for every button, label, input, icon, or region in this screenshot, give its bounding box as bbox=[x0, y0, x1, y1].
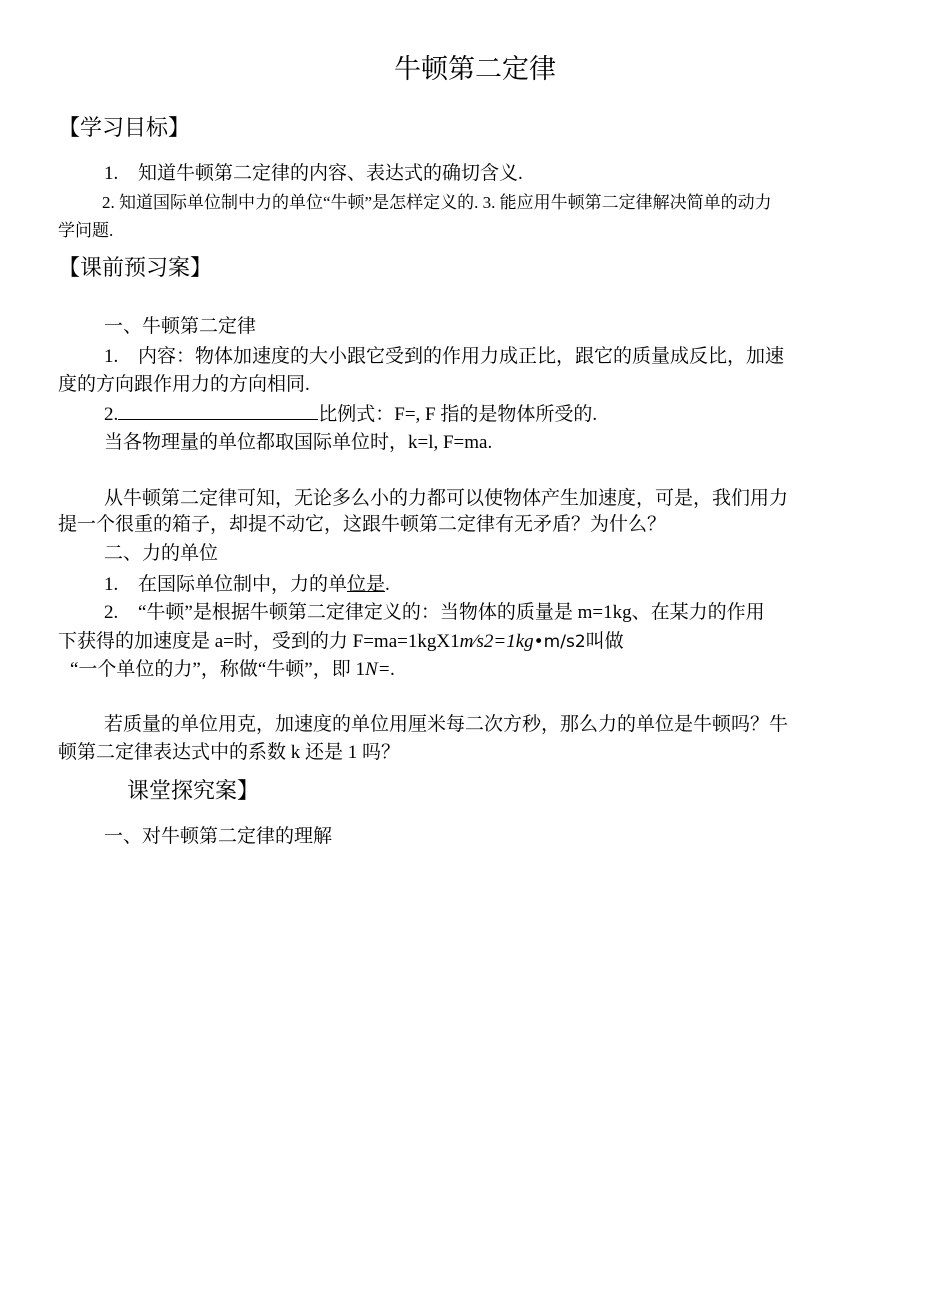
goal-item-1 bbox=[104, 161, 523, 187]
goal-item-2-line-2: 学问题. bbox=[58, 221, 114, 240]
preview-part-1-title: 一、牛顿第二定律 bbox=[104, 315, 257, 337]
unit-item-1-number: 1. bbox=[104, 574, 119, 595]
preview-item-2-text: 比例式：F=, F 指的是物体所受的. bbox=[318, 404, 598, 425]
preview-item-1-number: 1. bbox=[104, 346, 119, 367]
formula-text-b: m∕s2=1kg bbox=[459, 631, 534, 652]
unit-item-2-line-1 bbox=[104, 600, 765, 626]
question-2-line-1: 若质量的单位用克，加速度的单位用厘米每二次方秒，那么力的单位是牛顿吗？牛 bbox=[104, 714, 789, 735]
page-title: 牛顿第二定律 bbox=[394, 54, 556, 85]
newton-definition-text: “一个单位的力”，称做“牛顿”，即 1 bbox=[70, 659, 365, 680]
fill-in-blank bbox=[118, 401, 318, 420]
goal-item-1-number: 1. bbox=[104, 163, 119, 184]
question-1-line-1: 从牛顿第二定律可知，无论多么小的力都可以使物体产生加速度，可是，我们用力 bbox=[104, 488, 789, 509]
preview-part-2-title: 二、力的单位 bbox=[104, 542, 219, 564]
unit-item-2-line-3 bbox=[70, 657, 395, 683]
unit-item-1 bbox=[104, 572, 390, 598]
unit-item-1-underlined: 位是 bbox=[347, 574, 386, 595]
unit-item-1-text: 在国际单位制中，力的单 bbox=[138, 574, 348, 595]
unit-item-2-number: 2. bbox=[104, 602, 119, 623]
preview-item-1-line-1 bbox=[104, 344, 784, 370]
formula-text-c: •m/s2 bbox=[533, 632, 586, 652]
question-1-line-2: 提一个很重的箱子，却提不动它，这跟牛顿第二定律有无矛盾？为什么？ bbox=[58, 514, 667, 535]
section-heading-goals: 【学习目标】 bbox=[58, 116, 191, 141]
explore-part-1-title: 一、对牛顿第二定律的理解 bbox=[104, 825, 333, 847]
goal-item-1-text: 知道牛顿第二定律的内容、表达式的确切含义. bbox=[138, 163, 523, 184]
preview-item-1-text: 内容：物体加速度的大小跟它受到的作用力成正比，跟它的质量成反比，加速 bbox=[138, 346, 785, 367]
section-heading-preview: 【课前预习案】 bbox=[58, 256, 213, 281]
unit-item-2-text: “牛顿”是根据牛顿第二定律定义的：当物体的质量是 m=1kg、在某力的作用 bbox=[138, 602, 765, 623]
unit-item-1-end: . bbox=[385, 574, 390, 595]
preview-item-2-number: 2. bbox=[104, 404, 119, 425]
preview-item-1-line-2: 度的方向跟作用力的方向相同. bbox=[58, 374, 310, 395]
preview-item-3: 当各物理量的单位都取国际单位时，k=l, F=ma. bbox=[104, 432, 493, 453]
unit-item-2-line-2 bbox=[58, 629, 624, 655]
formula-text-d: 叫做 bbox=[585, 631, 624, 652]
newton-symbol: N=. bbox=[364, 659, 396, 680]
formula-text-a: 下获得的加速度是 a=时，受到的力 F=ma=1kgX1 bbox=[58, 631, 460, 652]
goal-item-2-line-1: 2. 知道国际单位制中力的单位“牛顿”是怎样定义的. 3. 能应用牛顿第二定律解决简单的动力 bbox=[102, 193, 772, 212]
section-heading-explore: 课堂探究案】 bbox=[127, 779, 260, 804]
preview-item-2 bbox=[104, 401, 597, 428]
question-2-line-2: 顿第二定律表达式中的系数 k 还是 1 吗？ bbox=[58, 742, 401, 763]
